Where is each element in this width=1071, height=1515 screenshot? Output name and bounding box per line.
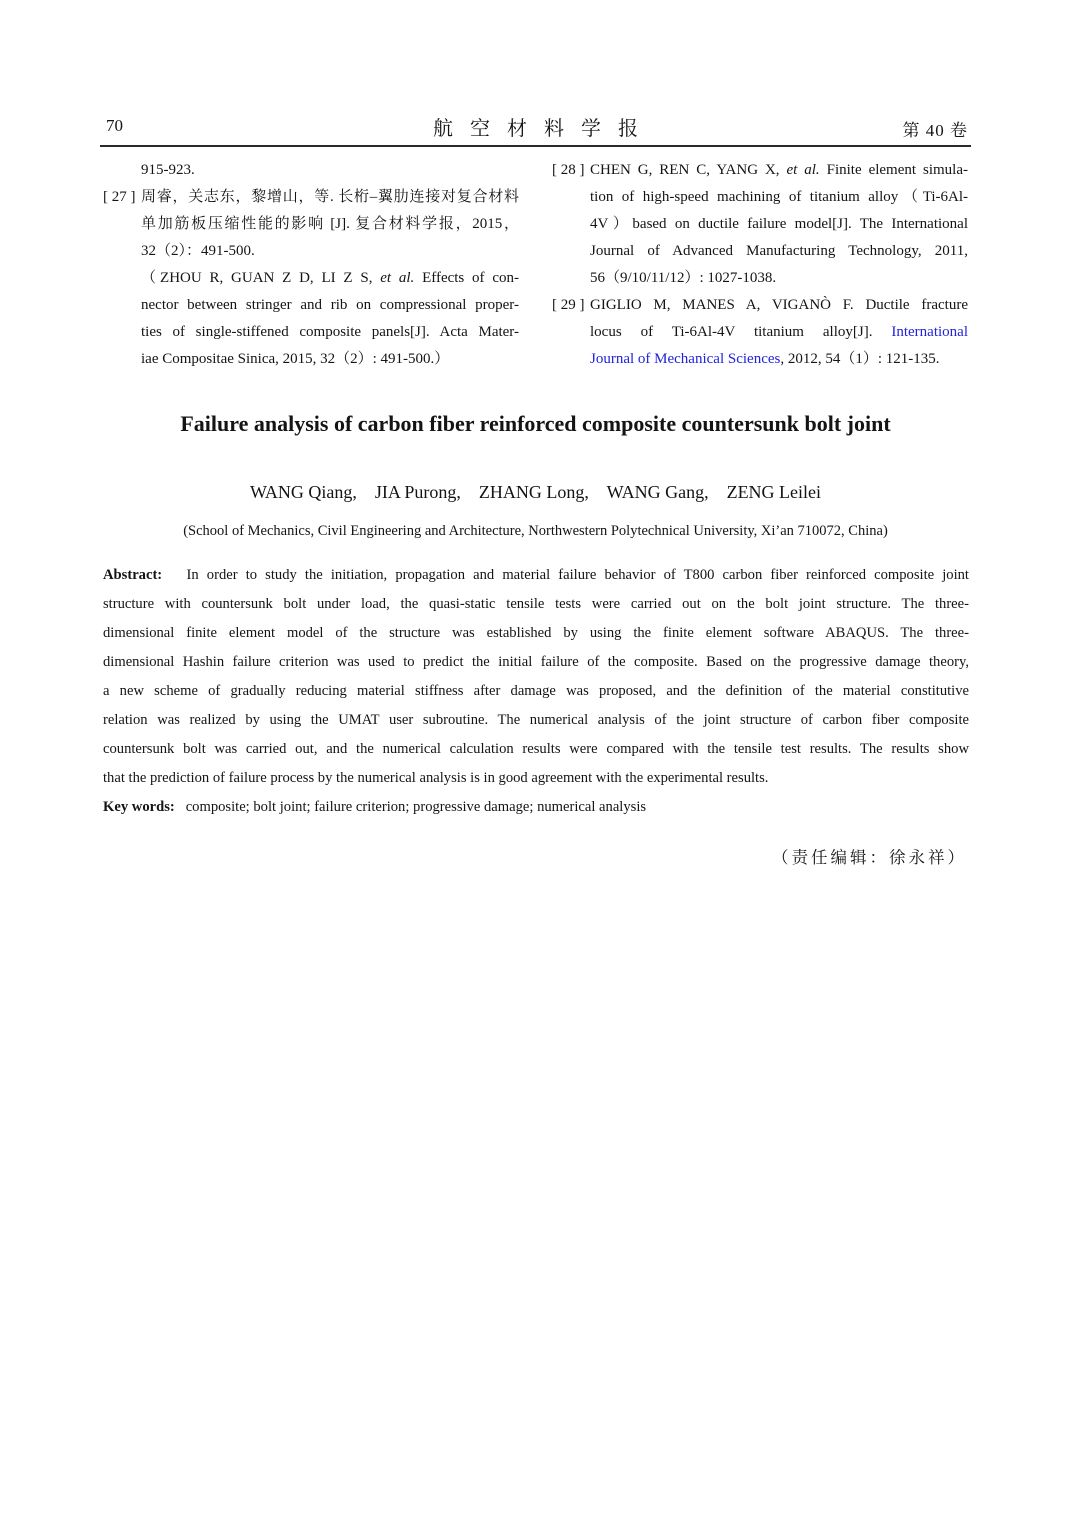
- abstract-paragraph: [103, 561, 969, 793]
- journal-hyperlink[interactable]: Journal of Mechanical Sciences: [590, 351, 781, 367]
- reference-entry: [552, 292, 968, 373]
- reference-line: ties of single-stiffened composite panels[J]. Acta Mater-: [141, 324, 519, 340]
- reference-column-left: [103, 157, 519, 373]
- reference-entry: [103, 265, 519, 373]
- text-line: Key words: composite; bolt joint; failure criterion; progressive damage; numerical analysis: [103, 799, 647, 815]
- reference-line: 915-923.: [141, 162, 195, 178]
- article-affiliation: (School of Mechanics, Civil Engineering and Architecture, Northwestern Polytechnical University, Xi’an 710072, China): [183, 523, 888, 539]
- journal-title: 航空材料学报: [433, 118, 655, 140]
- reference-line: CHEN G, REN C, YANG X, et al. Finite element simula-: [590, 162, 968, 178]
- reference-list: [103, 157, 969, 373]
- reference-line: tion of high-speed machining of titanium alloy（Ti-6Al-: [590, 189, 968, 205]
- reference-number: [ 29 ]: [552, 297, 585, 313]
- article-title: Failure analysis of carbon fiber reinforced composite countersunk bolt joint: [180, 411, 891, 436]
- reference-number: [ 28 ]: [552, 162, 585, 178]
- text-line: dimensional Hashin failure criterion was used to predict the initial failure of the composite. Based on the progressive damage theory,: [103, 654, 969, 670]
- reference-line: 单加筋板压缩性能的影响 [J]. 复合材料学报，2015，: [141, 216, 519, 232]
- text-line: a new scheme of gradually reducing material stiffness after damage was proposed, and the definition of the material constitutive: [103, 683, 969, 699]
- reference-line: 56（9/10/11/12）: 1027-1038.: [590, 270, 777, 286]
- reference-line: iae Compositae Sinica, 2015, 32（2）: 491-500.）: [141, 351, 450, 367]
- reference-column-right: [552, 157, 968, 373]
- reference-entry: [103, 184, 519, 265]
- reference-line: GIGLIO M, MANES A, VIGANÒ F. Ductile fracture: [590, 297, 968, 313]
- reference-entry: [103, 157, 519, 184]
- text-line: structure with countersunk bolt under load, the quasi-static tensile tests were carried out on the bolt joint structure. The three-: [103, 596, 969, 612]
- reference-entry: [552, 157, 968, 292]
- reference-line: locus of Ti-6Al-4V titanium alloy[J]. International: [590, 324, 968, 340]
- reference-line: 32（2）：491-500.: [141, 243, 255, 259]
- reference-line: nector between stringer and rib on compressional proper-: [141, 297, 519, 313]
- text-line: Abstract: In order to study the initiation, propagation and material failure behavior of T800 carbon fiber reinforced composite joint: [103, 567, 969, 583]
- reference-line: 周睿，关志东，黎增山，等. 长桁–翼肋连接对复合材料: [141, 189, 519, 205]
- article-authors: WANG Qiang, JIA Purong, ZHANG Long, WANG Gang, ZENG Leilei: [249, 482, 822, 502]
- keywords-line: [103, 793, 969, 822]
- volume-label: 第 40 卷: [902, 121, 968, 140]
- page-number: 70: [106, 116, 123, 135]
- text-line: dimensional finite element model of the structure was established by using the finite element software ABAQUS. The three-: [103, 625, 969, 641]
- reference-line: Journal of Mechanical Sciences, 2012, 54（1）: 121-135.: [590, 351, 940, 367]
- editor-note: （责任编辑：徐永祥）: [772, 848, 967, 867]
- text-line: countersunk bolt was carried out, and the numerical calculation results were compared with the tensile test results. The results show: [103, 741, 969, 757]
- reference-line: Journal of Advanced Manufacturing Technology, 2011,: [590, 243, 968, 259]
- header-rule: [100, 145, 971, 147]
- text-line: that the prediction of failure process by the numerical analysis is in good agreement with the experimental results.: [103, 770, 769, 786]
- reference-line: 4V）based on ductile failure model[J]. The International: [590, 216, 968, 232]
- reference-number: [ 27 ]: [103, 189, 136, 205]
- text-line: relation was realized by using the UMAT user subroutine. The numerical analysis of the joint structure of carbon fiber composite: [103, 712, 969, 728]
- reference-line: （ZHOU R, GUAN Z D, LI Z S, et al. Effects of con-: [141, 270, 519, 286]
- journal-hyperlink[interactable]: International: [891, 324, 968, 340]
